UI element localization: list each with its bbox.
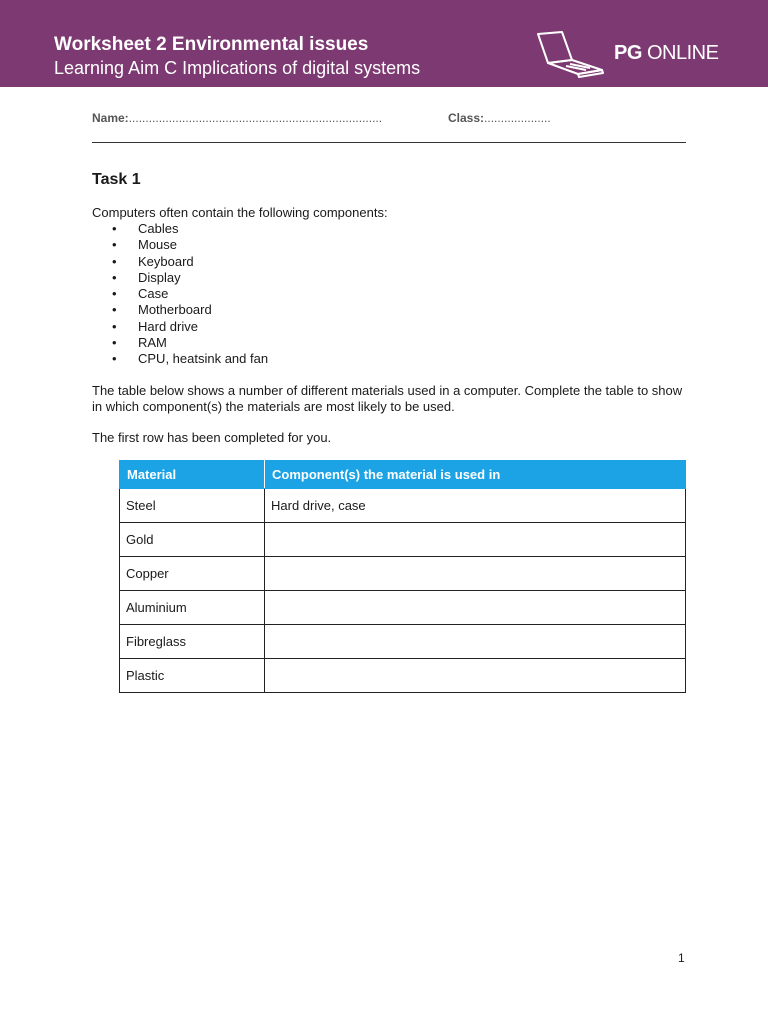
- task-title: Task 1: [92, 171, 141, 188]
- list-item: [92, 221, 268, 237]
- table-header-row: [120, 461, 686, 489]
- logo-brand-bold: PG: [614, 42, 642, 64]
- component-cell[interactable]: [265, 625, 686, 659]
- list-item-text: CPU, heatsink and fan: [138, 351, 269, 367]
- list-item-text: Case: [138, 286, 169, 302]
- component-list: [92, 221, 268, 368]
- list-item-text: RAM: [138, 335, 167, 351]
- list-item: [92, 254, 268, 270]
- page-number: 1: [678, 951, 685, 965]
- component-cell[interactable]: [265, 659, 686, 693]
- header-banner: [0, 0, 768, 87]
- bullet: •: [112, 253, 117, 269]
- material-cell: Aluminium: [120, 591, 265, 625]
- material-cell: Copper: [120, 557, 265, 591]
- list-item: [92, 237, 268, 253]
- logo-brand-rest: ONLINE: [646, 42, 719, 64]
- class-dots: ....................: [484, 111, 551, 125]
- bullet: •: [112, 286, 117, 302]
- list-item: [92, 286, 268, 302]
- task-instructions: The table below shows a number of different materials used in a computer. Complete the table to show in which component(s) the materials are most likely to be used.: [92, 383, 683, 415]
- list-item-text: Mouse: [138, 237, 178, 253]
- table-row: [120, 523, 686, 557]
- bullet: •: [112, 302, 117, 318]
- class-field[interactable]: [448, 111, 551, 125]
- list-item: [92, 270, 268, 286]
- list-item-text: Keyboard: [138, 253, 194, 269]
- component-cell[interactable]: [265, 557, 686, 591]
- list-item: [92, 335, 268, 351]
- bullet: •: [112, 269, 117, 285]
- list-item: [92, 302, 268, 318]
- name-dots: ............................................................................: [128, 111, 383, 125]
- list-item-text: Motherboard: [138, 302, 212, 318]
- list-item: [92, 319, 268, 335]
- bullet: •: [112, 335, 117, 351]
- worksheet-subtitle: Learning Aim C Implications of digital systems: [54, 58, 421, 78]
- name-label: Name:: [92, 111, 129, 125]
- header-material: Material: [120, 461, 265, 489]
- logo-wordmark: [614, 42, 718, 65]
- task-note: The first row has been completed for you.: [92, 430, 332, 445]
- bullet: •: [112, 351, 117, 367]
- table-row: [120, 659, 686, 693]
- pg-online-logo: [532, 30, 732, 78]
- component-cell[interactable]: [265, 591, 686, 625]
- task-intro: Computers often contain the following components:: [92, 205, 388, 220]
- table-row: [120, 557, 686, 591]
- component-cell[interactable]: [265, 523, 686, 557]
- table-row: [120, 625, 686, 659]
- worksheet-title: Worksheet 2 Environmental issues: [54, 34, 369, 55]
- laptop-icon: [532, 30, 608, 78]
- material-cell: Plastic: [120, 659, 265, 693]
- header-divider: [92, 142, 686, 143]
- material-cell: Gold: [120, 523, 265, 557]
- material-cell: Fibreglass: [120, 625, 265, 659]
- name-field[interactable]: [92, 111, 382, 125]
- list-item-text: Hard drive: [138, 318, 198, 334]
- material-cell: Steel: [120, 489, 265, 523]
- bullet: •: [112, 318, 117, 334]
- table-row: [120, 489, 686, 523]
- list-item-text: Display: [138, 269, 181, 285]
- bullet: •: [112, 221, 117, 236]
- component-cell[interactable]: Hard drive, case: [265, 489, 686, 523]
- class-label: Class:: [448, 111, 485, 125]
- list-item: [92, 351, 268, 367]
- list-item-text: Cables: [138, 221, 179, 236]
- table-row: [120, 591, 686, 625]
- materials-table: [119, 460, 686, 693]
- bullet: •: [112, 237, 117, 253]
- header-components: Component(s) the material is used in: [265, 461, 686, 489]
